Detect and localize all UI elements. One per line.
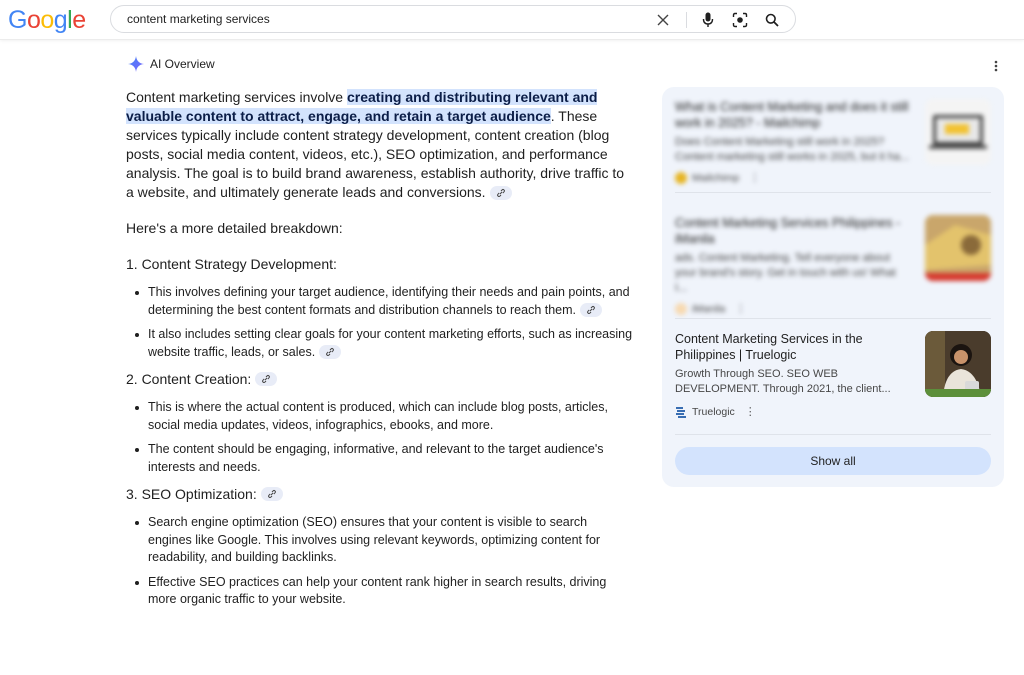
- laptop-thumbnail: [925, 99, 991, 165]
- intro-text-after: . These services typically include content strategy development, content creation (blog posts, social media content, videos, etc.), SEO optimization, and performance analysis. The goal is to build brand awareness, establish authority, drive traffic to a website, and ultimately generate leads and conversions.: [126, 108, 625, 200]
- search-box[interactable]: [110, 5, 796, 33]
- intro-highlight: creating and distributing relevant and valuable content to attract, engage, and retain a target audience: [126, 89, 598, 124]
- source-name: Truelogic: [692, 405, 735, 418]
- bullet-list: [126, 284, 634, 361]
- bullet-list: [126, 399, 634, 476]
- source-link-icon[interactable]: [261, 487, 283, 501]
- top-bar: [0, 0, 1024, 40]
- source-snippet: Does Content Marketing still work in 2025? Content marketing still works in 2025, but it ha...: [675, 136, 910, 163]
- source-name: iManila: [692, 302, 726, 315]
- divider: [686, 12, 687, 28]
- section-heading-text: 2. Content Creation:: [126, 371, 252, 387]
- source-name: Mailchimp: [692, 171, 740, 184]
- divider: [675, 434, 991, 435]
- list-item: [126, 399, 634, 434]
- source-card[interactable]: [675, 215, 991, 315]
- bullet-list: [126, 514, 634, 609]
- bullet-text: The content should be engaging, informative, and relevant to the target audience's interests and needs.: [148, 442, 604, 474]
- source-site: [675, 171, 991, 184]
- source-link-icon[interactable]: [490, 186, 512, 200]
- list-item: [126, 326, 634, 361]
- section-heading-text: 1. Content Strategy Development:: [126, 256, 337, 272]
- source-link-icon[interactable]: [319, 345, 341, 359]
- source-link-icon[interactable]: [580, 303, 602, 317]
- imanila-favicon-icon: [675, 303, 687, 315]
- source-link-icon[interactable]: [255, 372, 277, 386]
- microphone-icon[interactable]: [697, 9, 719, 31]
- more-options-icon[interactable]: ⋮: [744, 406, 756, 418]
- search-icon[interactable]: [761, 9, 783, 31]
- truelogic-favicon-icon: [675, 406, 687, 418]
- source-title[interactable]: Content Marketing Services Philippines - iManila: [675, 216, 901, 246]
- search-input[interactable]: [127, 10, 647, 28]
- bullet-text: This is where the actual content is produced, which can include blog posts, articles, social media updates, videos, infographics, ebooks, and more.: [148, 400, 608, 432]
- section-heading: [126, 371, 634, 387]
- search-icons: [642, 9, 783, 31]
- list-item: [126, 284, 634, 319]
- section-heading: [126, 256, 634, 272]
- ai-overview-body: [126, 88, 634, 616]
- bullet-text: This involves defining your target audience, identifying their needs and pain points, and determining the best content formats and distribution channels to reach them.: [148, 285, 630, 317]
- bullet-text: Search engine optimization (SEO) ensures that your content is visible to search engines like Google. This involves using relevant keywords, optimizing content for readability, and building backlinks.: [148, 515, 601, 564]
- lens-icon[interactable]: [729, 9, 751, 31]
- source-card[interactable]: [675, 99, 991, 184]
- source-title[interactable]: What is Content Marketing and does it still work in 2025? - Mailchimp: [675, 100, 909, 130]
- source-card[interactable]: [675, 331, 991, 418]
- divider: [675, 192, 991, 193]
- source-title[interactable]: Content Marketing Services in the Philippines | Truelogic: [675, 332, 863, 362]
- ai-overview-title: AI Overview: [150, 57, 215, 71]
- google-logo[interactable]: Google: [8, 6, 86, 34]
- mailchimp-favicon-icon: [675, 172, 687, 184]
- more-options-icon[interactable]: ⋮: [735, 303, 747, 315]
- source-site: [675, 405, 991, 418]
- ai-overview-header: [128, 56, 215, 72]
- bullet-text: It also includes setting clear goals for your content marketing efforts, such as increasing website traffic, leads, or sales.: [148, 327, 633, 359]
- intro-paragraph: [126, 88, 634, 202]
- breakdown-intro: Here's a more detailed breakdown:: [126, 220, 343, 236]
- more-options-icon[interactable]: [988, 58, 1004, 74]
- sources-panel: [662, 87, 1004, 487]
- gemini-sparkle-icon: [128, 56, 144, 72]
- divider: [675, 318, 991, 319]
- section-heading-text: 3. SEO Optimization:: [126, 486, 257, 502]
- source-site: [675, 302, 991, 315]
- list-item: [126, 441, 634, 476]
- more-options-icon[interactable]: ⋮: [749, 172, 761, 184]
- source-snippet: Growth Through SEO. SEO WEB DEVELOPMENT. Through 2021, the client...: [675, 368, 891, 395]
- person-thumbnail: [925, 331, 991, 397]
- show-all-button[interactable]: Show all: [675, 447, 991, 475]
- list-item: [126, 574, 634, 609]
- bullet-text: Effective SEO practices can help your content rank higher in search results, driving more organic traffic to your website.: [148, 574, 607, 606]
- list-item: [126, 514, 634, 567]
- section-heading: [126, 486, 634, 502]
- close-icon[interactable]: [652, 9, 674, 31]
- intro-text-before: Content marketing services involve: [126, 89, 347, 105]
- office-thumbnail: [925, 215, 991, 281]
- source-snippet: ads. Content Marketing. Tell everyone about your brand's story. Get in touch with us! What I...: [675, 252, 896, 294]
